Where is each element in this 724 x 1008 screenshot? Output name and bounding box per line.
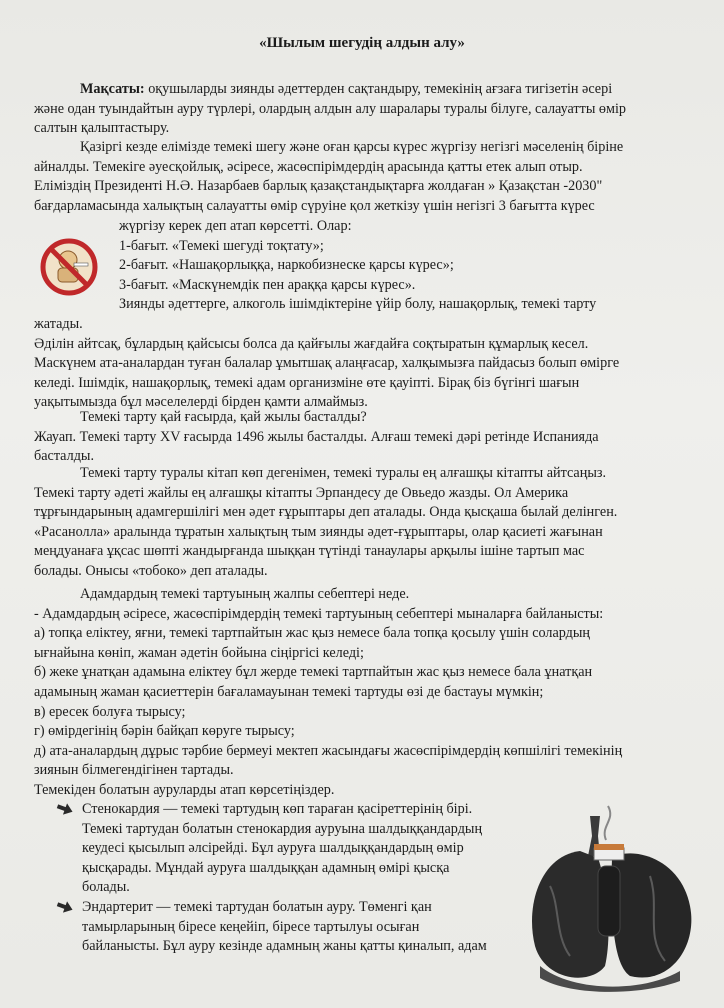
goal-label: Мақсаты: <box>80 81 145 97</box>
reasons-line: в) ересек болуға тырысу; <box>34 703 186 720</box>
reasons-line: Темекіден болатын ауруларды атап көрсетіңіздер. <box>34 781 335 798</box>
reasons-line: а) топқа еліктеу, яғни, темекі тартпайтын жас қыз немесе бала топқа қосылу үшін солардың <box>34 625 591 642</box>
harm-line: уақытымызда бұл мәселелерді бірден қамти алмаймыз. <box>34 394 368 411</box>
reasons-heading: Адамдардың темекі тартуының жалпы себептері неде. <box>80 586 410 602</box>
directions-line: Зиянды әдеттерге, алкоголь ішімдіктеріне үйір болу, нашақорлық, темекі тарту <box>119 296 597 313</box>
reasons-line: б) жеке ұнатқан адамына еліктеу бұл жерде темекі тартпайтын жас қыз немесе бала ұнатқан <box>34 664 593 681</box>
disease-line: Эндартерит — темекі тартудан болатын ауру. Төменгі қан <box>82 898 432 915</box>
disease-line: Темекі тартудан болатын стенокардия ауруына шалдыққандардың <box>82 820 483 837</box>
history-line: тұрғындарының адамгершілігі мен әдет ғұрыптары деп аталады. Онда қысқаша былай делінген. <box>34 504 618 521</box>
disease-line: байланысты. Бұл ауру кезінде адамның жаны қатты қиналып, адам <box>82 938 487 955</box>
reasons-line: г) өмірдегінің бәрін байқап көруге тырысу; <box>34 723 295 740</box>
direction-item: 1-бағыт. «Темекі шегуді тоқтату»; <box>119 237 324 254</box>
directions-list <box>119 217 699 315</box>
harm-line: Әділін айтсақ, бұлардың қайсысы болса да қайғылы жағдайға соқтыратын құмарлық кесел. <box>34 335 589 352</box>
disease-line: Стенокардия — темекі тартудың көп тараған қасіреттерінің бірі. <box>82 801 473 817</box>
harm-line: жатады. <box>34 316 83 332</box>
harm-line: Маскүнем ата-аналардан туған балалар ұмытшақ алаңғасар, халқымызға пайдасыз болып өмірге <box>34 355 620 372</box>
direction-item: 3-бағыт. «Маскүнемдік пен араққа қарсы күрес». <box>119 276 416 293</box>
history-line: меңдуанаға ұқсас шөпті жандырғанда шыққан түтінді танаулары арқылы ішіне тартып мас <box>34 543 585 560</box>
history-paragraph <box>34 464 694 582</box>
reasons-line: ығнайына көніп, жаман әдетін бойына сіңіргісі келеді; <box>34 644 364 661</box>
direction-item: 2-бағыт. «Нашақорлыққа, наркобизнеске қарсы күрес»; <box>119 257 454 274</box>
question-paragraph <box>34 408 694 467</box>
intro-line: Еліміздің Президенті Н.Ә. Назарбаев барлық қазақстандықтарға жолдаған » Қазақстан -2030" <box>34 178 603 195</box>
reasons-line: адамының жаман қасиеттерін бағаламауынан темекі тартуды өзі де бастауы мүмкін; <box>34 683 544 700</box>
disease-line: болады. <box>82 879 130 896</box>
history-line: «Расанолла» аралында тұратын халықтың тым зиянды әдет-ғұрыптары, олар қасиеті жағынан <box>34 523 603 540</box>
disease-item <box>56 800 516 898</box>
intro-line: бағдарламасында халықтың салауатты өмір сүруіне қол жеткізу үшін негізгі 3 бағытта күрес <box>34 197 595 214</box>
reasons-line: - Адамдардың әсіресе, жасөспірімдердің темекі тартуының себептері мыналарға байланысты: <box>34 605 604 622</box>
answer-line: Жауап. Темекі тарту XV ғасырда 1496 жылы басталды. Алғаш темекі дәрі ретінде Испанияда <box>34 428 599 445</box>
arrow-bullet-icon <box>56 900 74 914</box>
smoking-lungs-illustration <box>520 796 700 996</box>
goal-line <box>34 80 694 100</box>
history-line: Темекі тарту әдеті жайлы ең алғашқы кітапты Эрпандесу де Овьедо жазды. Ол Америка <box>34 484 569 501</box>
intro-line: айналды. Темекіге әуесқойлық, әсіресе, жасөспірімдердің арасында қатты етек алып отыр. <box>34 158 583 175</box>
directions-line: жүргізу керек деп атап көрсетті. Олар: <box>119 218 352 234</box>
reasons-line: д) ата-аналардың дұрыс тәрбие бермеуі мектеп жасындағы жасөспірімдердің көпшілігі темекінің <box>34 742 623 759</box>
harm-paragraph <box>34 315 694 413</box>
intro-paragraph <box>34 138 694 216</box>
disease-line: кеудесі қысылып әлсірейді. Бұл ауруға шалдыққандардың өмір <box>82 840 464 857</box>
history-line: Темекі тарту туралы кітап көп дегенімен, темекі туралы ең алғашқы кітапты айтсаңыз. <box>80 465 606 481</box>
question-line: Темекі тарту қай ғасырда, қай жылы басталды? <box>80 409 367 425</box>
goal-line: және одан туындайтын ауру түрлері, олардың алдын алу шаралары туралы білуге, салауатты өмір <box>34 100 627 117</box>
disease-line: қысқарады. Мұндай ауруға шалдыққан адамның өмірі қысқа <box>82 859 450 876</box>
reasons-paragraph <box>34 585 694 801</box>
intro-line: Қазіргі кезде елімізде темекі шегу және оған қарсы күрес жүргізу негізгі мәселенің біріне <box>80 139 624 155</box>
reasons-line: зиянын білмегендігінен тартады. <box>34 762 234 779</box>
history-line: болады. Онысы «тобоко» деп аталады. <box>34 562 268 579</box>
goal-text: оқушыларды зиянды әдеттерден сақтандыру, темекінің ағзаға тигізетін әсері <box>144 81 613 97</box>
diseases-list <box>56 800 516 957</box>
document-title: «Шылым шегудің алдын алу» <box>259 35 465 51</box>
disease-item <box>56 898 516 957</box>
answer-line: басталды. <box>34 448 94 465</box>
goal-line: салтын қалыптастыру. <box>34 120 170 137</box>
no-smoking-icon <box>38 236 100 298</box>
goal-paragraph <box>34 80 694 139</box>
disease-line: тамырларының біресе кеңейіп, біресе тартылуы осыған <box>82 918 420 935</box>
arrow-bullet-icon <box>56 802 74 816</box>
harm-line: келеді. Ішімдік, нашақорлық, темекі адам организміне өте қауіпті. Бірақ біз бүгінгі шағын <box>34 374 580 391</box>
